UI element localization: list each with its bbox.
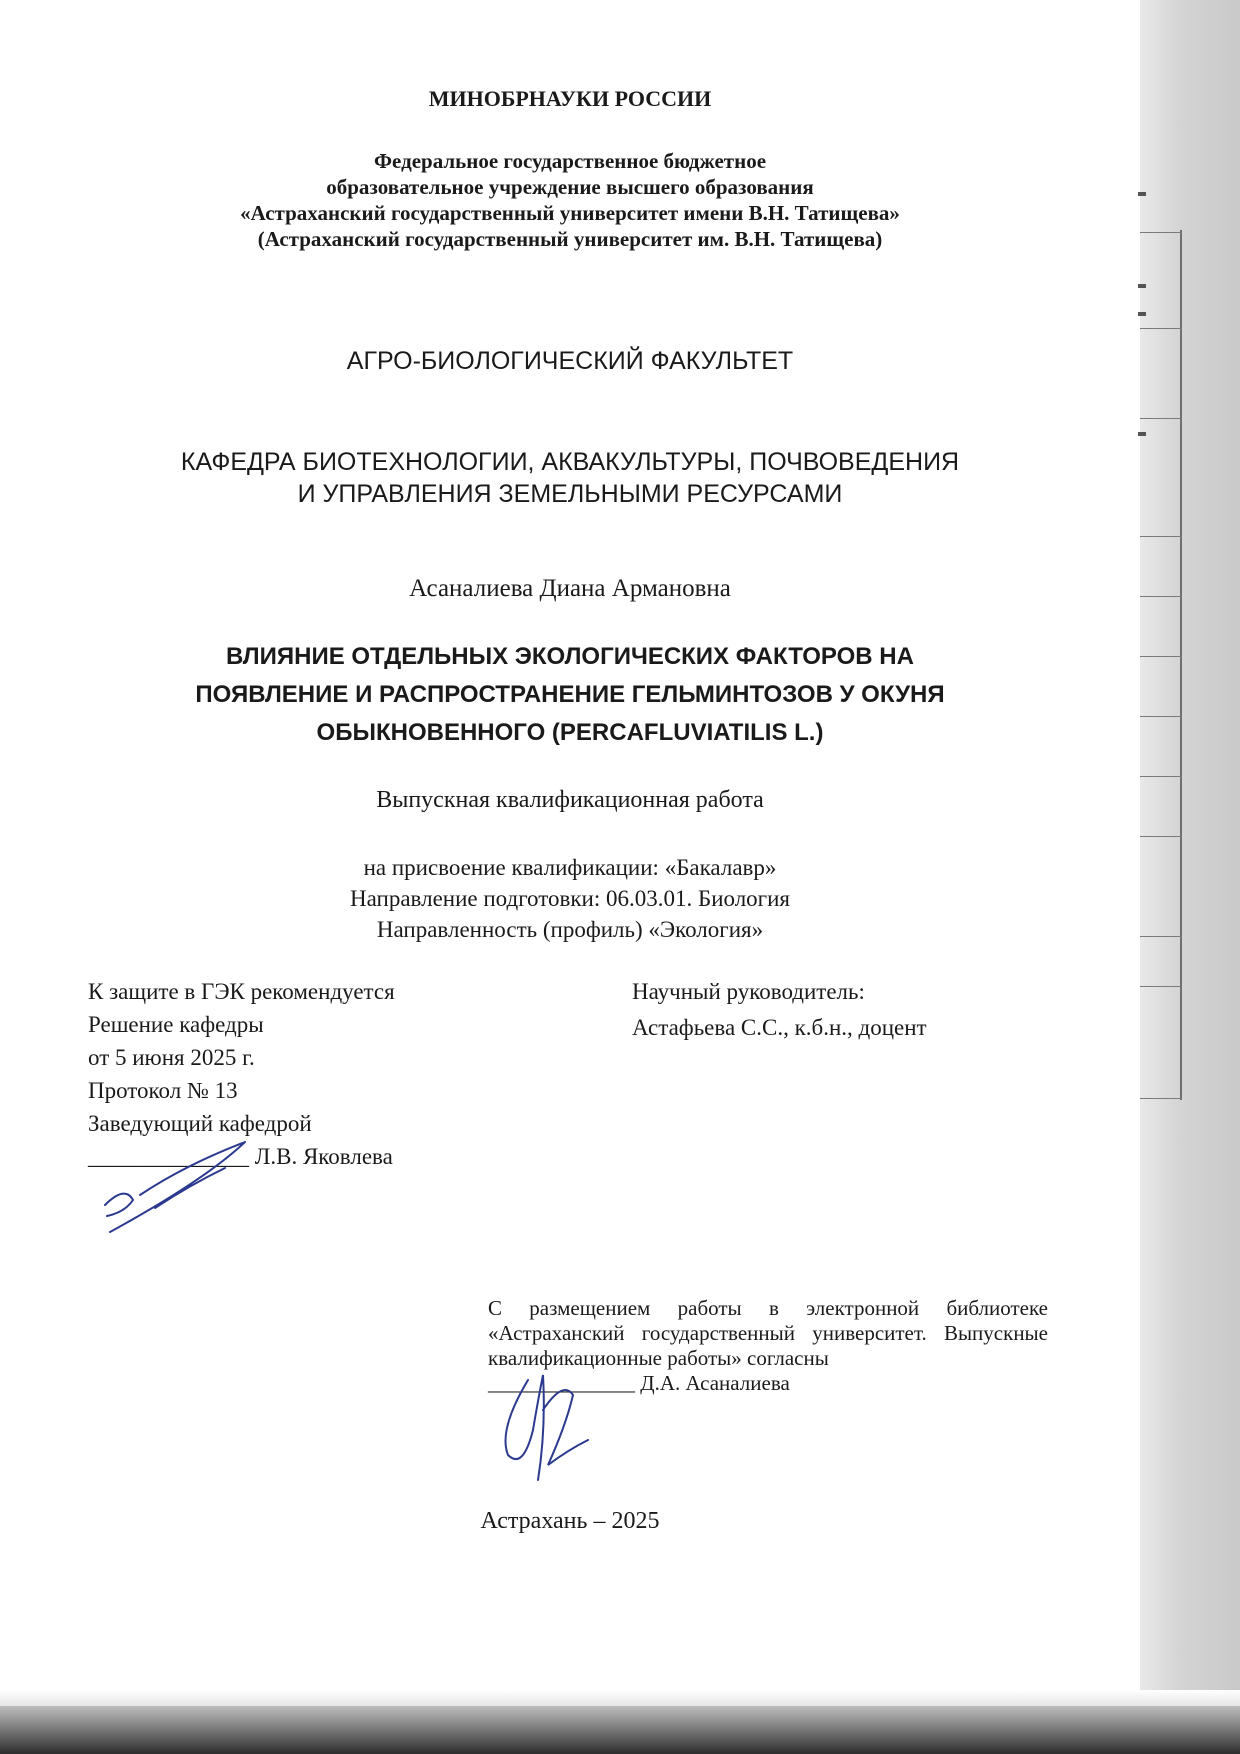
head-signature xyxy=(95,1140,265,1235)
qualification-line: на присвоение квалификации: «Бакалавр» xyxy=(363,855,777,880)
supervisor-block xyxy=(632,978,927,1042)
defense-recommended: К защите в ГЭК рекомендуется xyxy=(88,979,395,1004)
signature-blank: ______________ xyxy=(88,1144,249,1169)
scan-edge-rule xyxy=(1140,328,1182,329)
institution-line: (Астраханский государственный университет им. В.Н. Татищева) xyxy=(257,227,883,251)
student-signature xyxy=(488,1370,598,1490)
institution-line: Федеральное государственное бюджетное xyxy=(373,149,767,173)
institution-block xyxy=(0,148,1140,252)
scan-edge-mark xyxy=(1138,284,1146,288)
author-name: Асаналиева Диана Армановна xyxy=(409,575,731,602)
institution-line: «Астраханский государственный университет имени В.Н. Татищева» xyxy=(240,201,900,225)
consent-text: С размещением работы в электронной библиотеке «Астраханский государственный университет. Выпускные квалификационные работы» согласны xyxy=(488,1296,1048,1370)
department-line: И УПРАВЛЕНИЯ ЗЕМЕЛЬНЫМИ РЕСУРСАМИ xyxy=(297,480,843,508)
qualification-block xyxy=(0,852,1140,945)
scan-edge-mark xyxy=(1138,192,1146,196)
scan-edge-rule xyxy=(1140,936,1182,937)
department-line: КАФЕДРА БИОТЕХНОЛОГИИ, АКВАКУЛЬТУРЫ, ПОЧВОВЕДЕНИЯ xyxy=(180,448,960,476)
scan-edge-rule xyxy=(1140,836,1182,837)
head-title: Заведующий кафедрой xyxy=(88,1111,312,1136)
work-type: Выпускная квалификационная работа xyxy=(376,787,764,813)
scan-edge-rule xyxy=(1140,596,1182,597)
ministry-heading: МИНОБРНАУКИ РОССИИ xyxy=(428,86,712,111)
scan-edge-rule xyxy=(1140,536,1182,537)
title-line: ВЛИЯНИЕ ОТДЕЛЬНЫХ ЭКОЛОГИЧЕСКИХ ФАКТОРОВ НА xyxy=(226,643,914,670)
scan-edge-rule xyxy=(1140,656,1182,657)
signature-blank: ______________ xyxy=(488,1371,635,1395)
thesis-title xyxy=(0,638,1140,752)
scan-page-edge xyxy=(1140,0,1240,1754)
department-block xyxy=(0,446,1140,510)
city-year: Астрахань – 2025 xyxy=(480,1508,660,1534)
scan-edge-rule xyxy=(1140,776,1182,777)
scan-edge-rule xyxy=(1140,418,1182,419)
scan-edge-line xyxy=(1180,230,1182,1100)
defense-decision: Решение кафедры xyxy=(88,1012,264,1037)
scan-edge-rule xyxy=(1140,716,1182,717)
defense-date: от 5 июня 2025 г. xyxy=(88,1045,255,1070)
institution-line: образовательное учреждение высшего образования xyxy=(326,175,814,199)
consent-name: Д.А. Асаналиева xyxy=(640,1371,790,1395)
title-line: ОБЫКНОВЕННОГО (PERCAFLUVIATILIS L.) xyxy=(316,719,824,746)
scan-edge-rule xyxy=(1140,232,1182,233)
faculty-name: АГРО-БИОЛОГИЧЕСКИЙ ФАКУЛЬТЕТ xyxy=(346,347,794,375)
supervisor-label: Научный руководитель: xyxy=(632,979,865,1004)
title-line: ПОЯВЛЕНИЕ И РАСПРОСТРАНЕНИЕ ГЕЛЬМИНТОЗОВ У ОКУНЯ xyxy=(195,681,945,708)
qualification-line: Направление подготовки: 06.03.01. Биология xyxy=(350,886,790,911)
scan-bottom-highlight xyxy=(0,1690,1240,1706)
defense-protocol: Протокол № 13 xyxy=(88,1078,238,1103)
scan-edge-mark xyxy=(1138,312,1146,316)
scan-edge-rule xyxy=(1140,986,1182,987)
head-name: Л.В. Яковлева xyxy=(254,1144,393,1169)
scan-edge-mark xyxy=(1138,432,1146,436)
supervisor-name: Астафьева С.С., к.б.н., доцент xyxy=(632,1015,927,1040)
scan-bottom-shadow xyxy=(0,1706,1240,1754)
scan-edge-rule xyxy=(1140,1098,1182,1099)
qualification-line: Направленность (профиль) «Экология» xyxy=(376,917,764,942)
